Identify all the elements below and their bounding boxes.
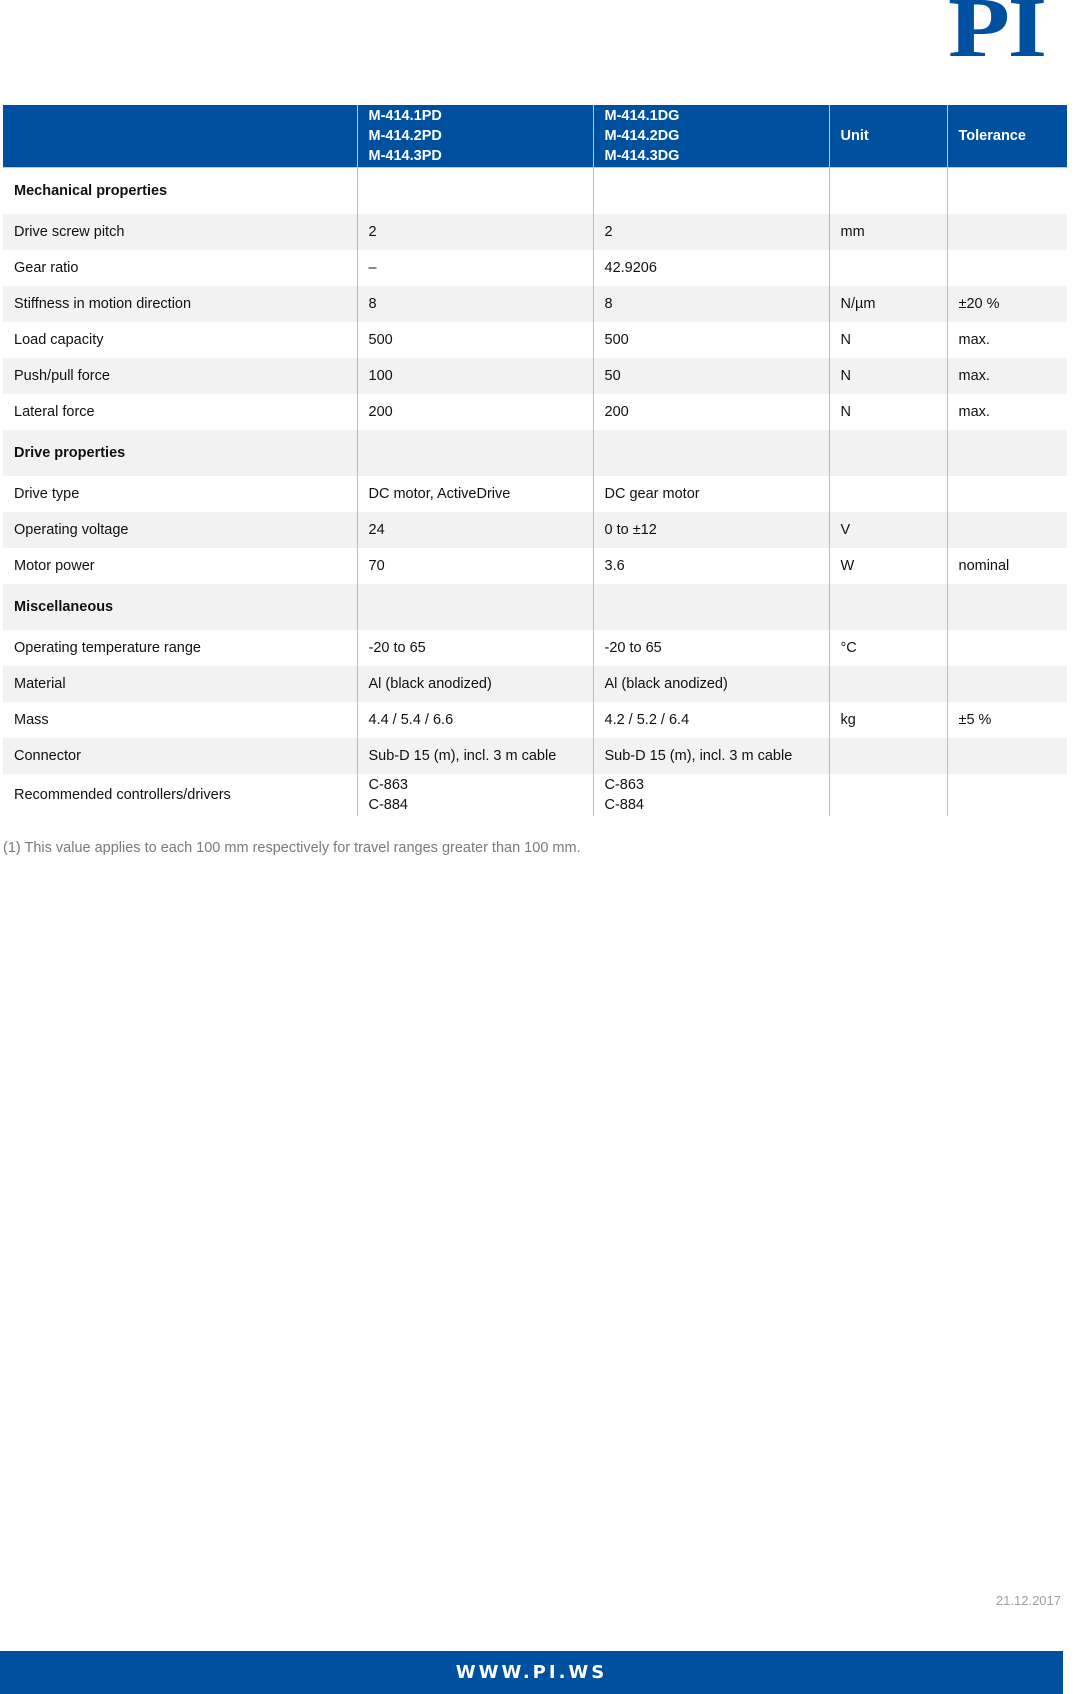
row-label: Operating voltage — [3, 512, 357, 548]
header-model: M-414.1DG — [604, 108, 680, 124]
header-pd-models — [357, 105, 593, 168]
value-dg — [593, 774, 829, 816]
value-unit — [829, 250, 947, 286]
value-unit: N — [829, 394, 947, 430]
value-unit: N — [829, 322, 947, 358]
row-label: Operating temperature range — [14, 640, 201, 656]
value-unit: W — [829, 548, 947, 584]
section-title: Miscellaneous — [3, 584, 357, 630]
header-model: M-414.3PD — [368, 148, 442, 164]
value-pd: 70 — [357, 548, 593, 584]
value-unit: mm — [829, 214, 947, 250]
value-unit — [829, 774, 947, 816]
value-tolerance — [947, 774, 1067, 816]
value-tolerance — [947, 476, 1067, 512]
value-dg: 50 — [593, 358, 829, 394]
value-dg: 4.2 / 5.2 / 6.4 — [593, 702, 829, 738]
header-property — [3, 105, 357, 168]
table-row — [3, 250, 1067, 286]
value-unit: N/µm — [829, 286, 947, 322]
table-row — [3, 476, 1067, 512]
website-link[interactable]: WWW.PI.WS — [455, 1662, 608, 1683]
table-row — [3, 774, 1067, 816]
header-unit: Unit — [829, 105, 947, 168]
pi-logo: PI — [948, 0, 1045, 60]
value-dg: 500 — [593, 322, 829, 358]
value-pd: 200 — [357, 394, 593, 430]
row-label: Stiffness in motion direction — [3, 286, 357, 322]
footer-bar — [0, 1651, 1063, 1694]
row-label: Load capacity — [14, 332, 104, 348]
table-row — [3, 666, 1067, 702]
value-tolerance — [947, 630, 1067, 666]
value-tolerance — [947, 666, 1067, 702]
table-row — [3, 214, 1067, 250]
row-label: Connector — [3, 738, 357, 774]
value-tolerance: max. — [947, 394, 1067, 430]
value-unit: °C — [829, 630, 947, 666]
table-row — [3, 358, 1067, 394]
row-label: Material — [3, 666, 357, 702]
value-tolerance — [947, 250, 1067, 286]
value-pd: 4.4 / 5.4 / 6.6 — [357, 702, 593, 738]
section-header-drive — [3, 430, 1067, 476]
value-tolerance — [947, 512, 1067, 548]
value-pd: 100 — [357, 358, 593, 394]
table-header-row — [3, 105, 1067, 168]
value-pd: Al (black anodized) — [357, 666, 593, 702]
value-pd: – — [357, 250, 593, 286]
controller-item: C-863 — [368, 777, 408, 793]
row-label: Mass — [14, 712, 49, 728]
value-unit — [829, 738, 947, 774]
footnote: (1) This value applies to each 100 mm respectively for travel ranges greater than 100 mm. — [3, 840, 581, 856]
header-dg-models — [593, 105, 829, 168]
row-label: Motor power — [14, 558, 95, 574]
table-row — [3, 322, 1067, 358]
header-model: M-414.2PD — [368, 128, 442, 144]
value-pd: Sub-D 15 (m), incl. 3 m cable — [357, 738, 593, 774]
value-pd: DC motor, ActiveDrive — [357, 476, 593, 512]
section-title: Drive properties — [3, 430, 357, 476]
value-dg: Sub-D 15 (m), incl. 3 m cable — [593, 738, 829, 774]
value-pd: 8 — [357, 286, 593, 322]
specifications-table — [3, 105, 1067, 816]
value-dg: Al (black anodized) — [593, 666, 829, 702]
document-date: 21.12.2017 — [995, 1593, 1061, 1608]
value-dg: 200 — [593, 394, 829, 430]
table-row — [3, 512, 1067, 548]
table-row — [3, 394, 1067, 430]
row-label: Recommended controllers/drivers — [14, 787, 231, 803]
controller-item: C-863 — [604, 777, 644, 793]
table-row — [3, 286, 1067, 322]
value-unit: V — [829, 512, 947, 548]
header-model: M-414.1PD — [368, 108, 442, 124]
section-title: Mechanical properties — [3, 168, 357, 215]
header-model: M-414.3DG — [604, 148, 680, 164]
row-label: Drive screw pitch — [3, 214, 357, 250]
value-dg: 2 — [593, 214, 829, 250]
value-dg: 42.9206 — [593, 250, 829, 286]
value-pd: -20 to 65 — [357, 630, 593, 666]
row-label: Push/pull force — [3, 358, 357, 394]
value-unit — [829, 476, 947, 512]
row-label: Drive type — [14, 486, 80, 502]
value-tolerance — [947, 214, 1067, 250]
value-tolerance: ±5 % — [947, 702, 1067, 738]
row-label: Lateral force — [14, 404, 95, 420]
value-unit: N — [829, 358, 947, 394]
header-tolerance: Tolerance — [947, 105, 1067, 168]
value-pd — [357, 774, 593, 816]
value-tolerance — [947, 738, 1067, 774]
value-pd: 2 — [357, 214, 593, 250]
value-unit: kg — [829, 702, 947, 738]
section-header-mechanical — [3, 168, 1067, 215]
value-tolerance: max. — [947, 358, 1067, 394]
table-row — [3, 738, 1067, 774]
table-row — [3, 548, 1067, 584]
value-dg: -20 to 65 — [593, 630, 829, 666]
controller-item: C-884 — [368, 797, 408, 813]
value-pd: 500 — [357, 322, 593, 358]
table-row — [3, 702, 1067, 738]
row-label: Gear ratio — [14, 260, 79, 276]
value-tolerance: ±20 % — [947, 286, 1067, 322]
value-tolerance: max. — [947, 322, 1067, 358]
header-model: M-414.2DG — [604, 128, 680, 144]
controller-item: C-884 — [604, 797, 644, 813]
table-row — [3, 630, 1067, 666]
value-tolerance: nominal — [947, 548, 1067, 584]
section-header-miscellaneous — [3, 584, 1067, 630]
value-pd: 24 — [357, 512, 593, 548]
value-unit — [829, 666, 947, 702]
value-dg: 0 to ±12 — [593, 512, 829, 548]
value-dg: 3.6 — [593, 548, 829, 584]
value-dg: DC gear motor — [593, 476, 829, 512]
value-dg: 8 — [593, 286, 829, 322]
